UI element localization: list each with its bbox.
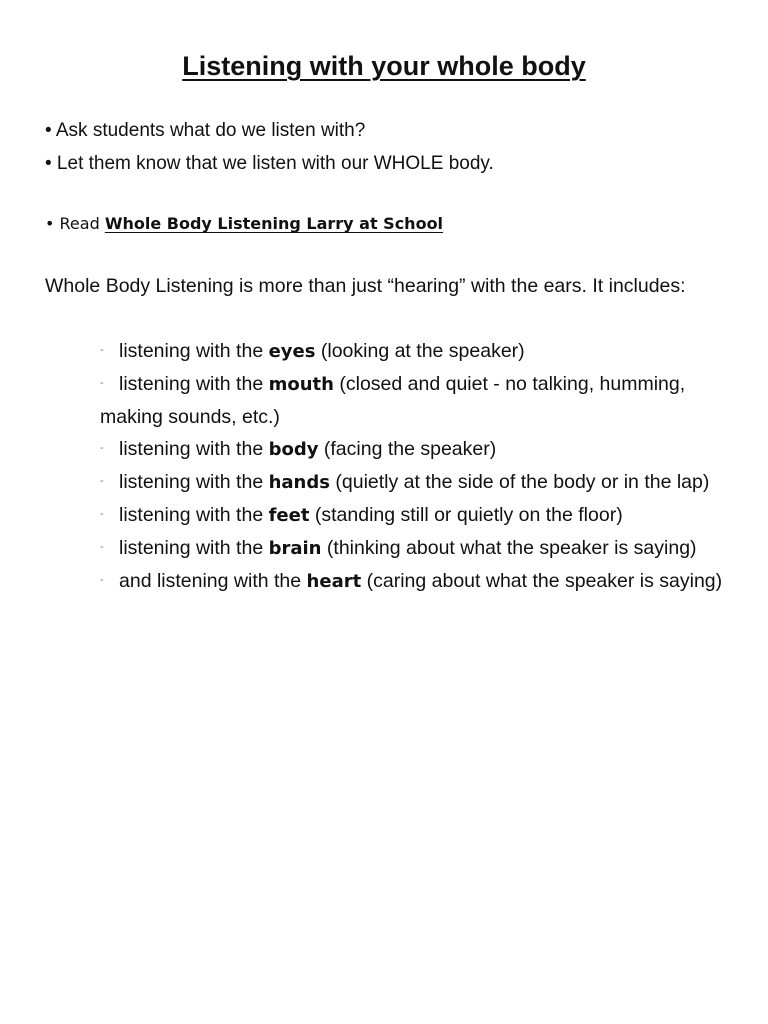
list-marker: - xyxy=(100,574,104,586)
item-keyword: feet xyxy=(268,505,310,526)
item-keyword: body xyxy=(268,439,319,460)
list-marker: - xyxy=(100,377,104,389)
page-title: Listening with your whole body xyxy=(182,51,586,81)
item-prefix: listening with the xyxy=(119,340,269,362)
instruction-bullets xyxy=(45,114,494,180)
list-item xyxy=(100,565,730,598)
read-prefix: • Read xyxy=(45,214,105,233)
read-instruction xyxy=(45,209,443,239)
item-keyword: mouth xyxy=(268,374,334,395)
list-item xyxy=(100,433,730,466)
list-item xyxy=(100,368,730,433)
list-item xyxy=(100,466,730,499)
item-prefix: listening with the xyxy=(119,373,269,395)
item-prefix: listening with the xyxy=(119,504,269,526)
item-keyword: brain xyxy=(268,538,322,559)
listening-list xyxy=(100,335,730,598)
instruction-bullet: • Ask students what do we listen with? xyxy=(45,120,366,141)
item-prefix: listening with the xyxy=(119,537,269,559)
intro-paragraph: Whole Body Listening is more than just “hearing” with the ears. It includes: xyxy=(45,275,686,297)
item-keyword: heart xyxy=(306,571,362,592)
item-prefix: and listening with the xyxy=(119,570,307,592)
item-description: (caring about what the speaker is saying) xyxy=(361,570,723,592)
list-marker: - xyxy=(100,508,104,520)
list-marker: - xyxy=(100,442,104,454)
instruction-bullet: • Let them know that we listen with our WHOLE body. xyxy=(45,153,494,174)
item-description: (facing the speaker) xyxy=(318,438,497,460)
item-prefix: listening with the xyxy=(119,471,269,493)
list-marker: - xyxy=(100,344,104,356)
list-item xyxy=(100,532,730,565)
list-marker: - xyxy=(100,541,104,553)
item-description: (quietly at the side of the body or in the lap) xyxy=(329,471,710,493)
item-prefix: listening with the xyxy=(119,438,269,460)
list-item xyxy=(100,335,730,368)
item-keyword: hands xyxy=(268,472,330,493)
item-keyword: eyes xyxy=(268,341,316,362)
book-title: Whole Body Listening Larry at School xyxy=(104,214,444,233)
list-item xyxy=(100,499,730,532)
item-description: (thinking about what the speaker is saying) xyxy=(321,537,697,559)
item-description: (standing still or quietly on the floor) xyxy=(309,504,623,526)
item-description: (closed and quiet - no talking, humming, making sounds, etc.) xyxy=(100,373,686,428)
item-description: (looking at the speaker) xyxy=(315,340,525,362)
list-marker: - xyxy=(100,475,104,487)
